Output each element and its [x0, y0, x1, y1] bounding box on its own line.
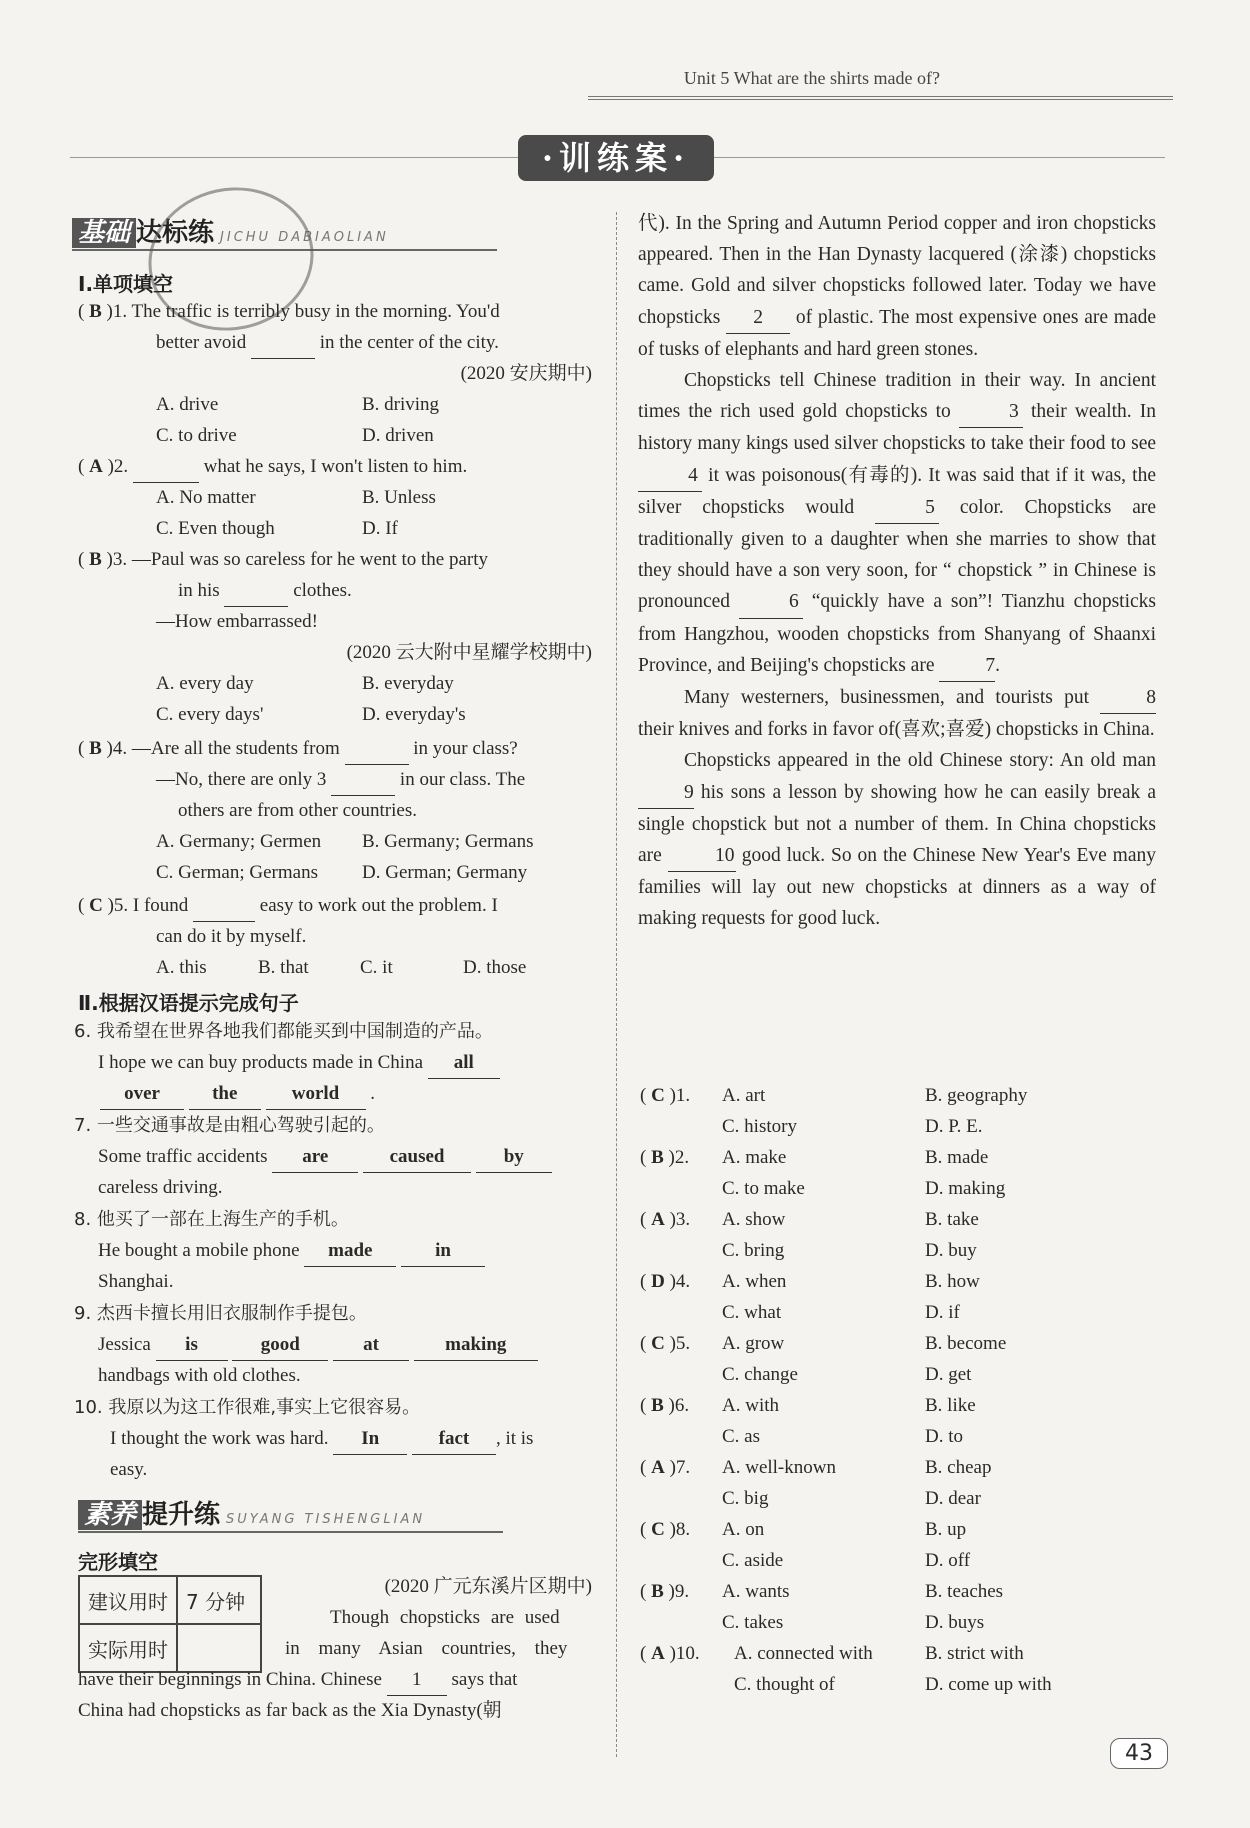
q2-blank — [133, 451, 199, 483]
opt6-answer: B — [651, 1395, 664, 1416]
opt1-a: A. art — [722, 1085, 766, 1106]
time-actual-label: 实际用时 — [79, 1624, 177, 1672]
q2-option-b: B. Unless — [362, 487, 436, 508]
opt8-num: )8. — [669, 1519, 691, 1540]
q4-blank-2 — [331, 764, 395, 796]
q6-english — [98, 1047, 500, 1079]
para2-text-c: it was poisonous(有毒的). It was said that if it was, the silver chopsticks would — [638, 464, 1157, 518]
cloze-passage — [638, 208, 1156, 935]
cloze-intro-1: Though chopsticks are used — [330, 1607, 560, 1628]
opt4-a: A. when — [722, 1271, 787, 1292]
q4-text-b: in your class? — [413, 738, 518, 759]
opt1-d: D. P. E. — [925, 1116, 983, 1137]
cloze-option-row: ( D )4. A. when B. how C. what D. if — [640, 1266, 1160, 1328]
opt9-num: )9. — [668, 1581, 690, 1602]
opt6-a: A. with — [722, 1395, 779, 1416]
q1-text: )1. The traffic is terribly busy in the morning. You'd — [106, 301, 500, 322]
cloze-option-row: ( B )2. A. make B. made C. to make D. making — [640, 1142, 1160, 1204]
q6-fill-1: all — [428, 1047, 500, 1079]
q4-line3: others are from other countries. — [178, 800, 417, 821]
cloze-source: (2020 广元东溪片区期中) — [384, 1576, 592, 1597]
cloze-option-row: ( C )1. A. art B. geography C. history D. P. E. — [640, 1080, 1160, 1142]
section-title: 达标练 — [136, 218, 215, 248]
para2-text-d: color. Chopsticks are traditionally given to a daughter when she marries to show that they should have a son very soon, for “ chopstick ” in Chinese is pronounced — [638, 496, 1156, 613]
q10-fill-2: fact — [412, 1423, 496, 1455]
opt8-b: B. up — [925, 1519, 967, 1540]
q7-tail: careless driving. — [98, 1177, 223, 1198]
q3-option-b: B. everyday — [362, 673, 454, 694]
section2-tag: 素养 — [78, 1500, 142, 1530]
q6-line2: over the world . — [100, 1078, 375, 1110]
opt1-c: C. history — [722, 1116, 797, 1137]
part2-heading: Ⅱ.根据汉语提示完成句子 — [78, 991, 299, 1015]
opt7-d: D. dear — [925, 1488, 981, 1509]
q1-blank — [251, 327, 315, 359]
q5-option-d: D. those — [463, 957, 527, 978]
opt8-a: A. on — [722, 1519, 765, 1540]
q3-line2 — [178, 575, 352, 607]
passage-paragraph-4 — [638, 745, 1156, 934]
para2-text-b: their wealth. In history many kings used silver chopsticks to take their food to see — [638, 401, 1157, 455]
opt3-num: )3. — [669, 1209, 691, 1230]
cloze-blank-7: 7 — [939, 650, 995, 682]
unit-header: Unit 5 What are the shirts made of? — [683, 68, 940, 88]
q5-blank — [193, 890, 255, 922]
q3-option-a: A. every day — [156, 673, 254, 694]
q7-english — [98, 1141, 552, 1173]
q4-text-c: —No, there are only 3 — [156, 769, 327, 790]
q6-fill-4: world — [266, 1078, 366, 1110]
q1-option-b: B. driving — [362, 394, 440, 415]
q4-option-a: A. Germany; Germen — [156, 831, 322, 852]
cloze-blank-9: 9 — [638, 777, 694, 809]
opt6-d: D. to — [925, 1426, 963, 1447]
opt7-b: B. cheap — [925, 1457, 992, 1478]
q4-option-c: C. German; Germans — [156, 862, 318, 883]
section-tag: 基础 — [72, 218, 136, 248]
q5-answer: C — [89, 895, 103, 916]
q4-option-d: D. German; Germany — [362, 862, 528, 883]
q3-text-a: in his — [178, 580, 220, 601]
q8-tail: Shanghai. — [98, 1271, 174, 1292]
opt10-b: B. strict with — [925, 1643, 1024, 1664]
section-pinyin: JICHU DABIAOLIAN — [220, 230, 389, 245]
q1-option-d: D. driven — [362, 425, 434, 446]
cloze-option-row: ( B )9. A. wants B. teaches C. takes D. buys — [640, 1576, 1160, 1638]
q7-fill-2: caused — [363, 1141, 471, 1173]
cloze-intro-3b: says that — [451, 1669, 518, 1690]
cloze-option-row: ( A )10. A. connected with B. strict with C. thought of D. come up with — [640, 1638, 1160, 1700]
q10-tail-2: easy. — [110, 1459, 148, 1480]
cloze-heading: 完形填空 — [78, 1550, 158, 1574]
q4-answer: B — [89, 738, 102, 759]
opt2-num: )2. — [668, 1147, 690, 1168]
para4-text-a: Chopsticks appeared in the old Chinese story: An old man — [684, 750, 1156, 772]
q3-line1: ( B )3. —Paul was so careless for he went to the party — [78, 549, 488, 570]
opt2-b: B. made — [925, 1147, 989, 1168]
section-title-advanced — [78, 1494, 503, 1533]
part1-heading: Ⅰ.单项填空 — [78, 272, 174, 296]
opt2-answer: B — [651, 1147, 664, 1168]
opt9-b: B. teaches — [925, 1581, 1004, 1602]
para1-text: 代). In the Spring and Autumn Period copper and iron chopsticks appeared. Then in the Han Dynasty lacquered (涂漆) chopsticks came. Gold and silver chopsticks followed later. Today we have chopsticks — [638, 213, 1156, 328]
opt5-num: )5. — [669, 1333, 691, 1354]
q1-text-a: better avoid — [156, 332, 247, 353]
opt10-c: C. thought of — [734, 1674, 835, 1695]
q5-option-a: A. this — [156, 957, 207, 978]
q4-text-a: )4. —Are all the students from — [106, 738, 340, 759]
q9-text: Jessica — [98, 1334, 151, 1355]
q9-fill-3: at — [333, 1329, 409, 1361]
opt8-answer: C — [651, 1519, 665, 1540]
opt3-b: B. take — [925, 1209, 979, 1230]
q8-fill-1: made — [304, 1235, 396, 1267]
q7-chinese: 7. 一些交通事故是由粗心驾驶引起的。 — [74, 1115, 385, 1136]
opt9-answer: B — [651, 1581, 664, 1602]
q7-text: Some traffic accidents — [98, 1146, 268, 1167]
q7-fill-3: by — [476, 1141, 552, 1173]
opt8-c: C. aside — [722, 1550, 784, 1571]
opt8-d: D. off — [925, 1550, 971, 1571]
cloze-option-row: ( A )3. A. show B. take C. bring D. buy — [640, 1204, 1160, 1266]
opt4-b: B. how — [925, 1271, 980, 1292]
q9-chinese: 9. 杰西卡擅长用旧衣服制作手提包。 — [74, 1303, 367, 1324]
q1-text-b: in the center of the city. — [319, 332, 499, 353]
opt5-d: D. get — [925, 1364, 972, 1385]
cloze-blank-10: 10 — [668, 840, 736, 872]
opt6-b: B. like — [925, 1395, 976, 1416]
para3-text-b: their knives and forks in favor of(喜欢;喜爱) chopsticks in China. — [638, 719, 1155, 741]
q4-blank-1 — [345, 733, 409, 765]
opt5-c: C. change — [722, 1364, 798, 1385]
cloze-option-row: ( C )8. A. on B. up C. aside D. off — [640, 1514, 1160, 1576]
cloze-intro-3 — [78, 1664, 517, 1696]
opt6-c: C. as — [722, 1426, 760, 1447]
cloze-option-row: ( B )6. A. with B. like C. as D. to — [640, 1390, 1160, 1452]
opt5-b: B. become — [925, 1333, 1007, 1354]
opt7-answer: A — [651, 1457, 665, 1478]
q3-option-c: C. every days' — [156, 704, 264, 725]
q6-fill-3: the — [189, 1078, 261, 1110]
q9-english — [98, 1329, 538, 1361]
cloze-blank-2: 2 — [726, 302, 790, 334]
para4-text-b: his sons a lesson by showing how he can easily break a single chopstick but not a number of them. In China chopsticks are — [638, 781, 1157, 867]
q1-source: (2020 安庆期中) — [460, 363, 592, 384]
q10-english — [110, 1423, 533, 1455]
q10-chinese: 10. 我原以为这工作很难,事实上它很容易。 — [74, 1397, 421, 1418]
q2-option-c: C. Even though — [156, 518, 275, 539]
q3-text: )3. —Paul was so careless for he went to the party — [106, 549, 488, 570]
cloze-intro-4: China had chopsticks as far back as the Xia Dynasty(朝 — [78, 1700, 502, 1721]
q8-text: He bought a mobile phone — [98, 1240, 300, 1261]
q9-fill-2: good — [232, 1329, 328, 1361]
q6-fill-2: over — [100, 1078, 184, 1110]
header-rule — [588, 96, 1173, 100]
opt4-num: )4. — [669, 1271, 691, 1292]
q10-fill-1: In — [333, 1423, 407, 1455]
opt10-num: )10. — [669, 1643, 700, 1664]
q3-text-b: clothes. — [293, 580, 352, 601]
cloze-blank-8: 8 — [1100, 682, 1156, 714]
opt10-a: A. connected with — [734, 1643, 873, 1664]
opt9-d: D. buys — [925, 1612, 985, 1633]
column-divider — [616, 212, 617, 1757]
q5-option-c: C. it — [360, 957, 393, 978]
passage-paragraph-2: Chopsticks tell Chinese tradition in their way. In ancient times the rich used gold chopsticks to 3 their wealth. In history many kings used silver chopsticks to take their food to see 4 it was poisonous(有毒的). It was said that if it was, the silver chopsticks would 5 color. Chopsticks are traditionally given to a daughter when she marries to show that they should have a son very soon, for “ chopstick ” in Chinese is pronounced 6 “quickly have a son”! Tianzhu chopsticks from Hangzhou, wooden chopsticks from Shanyang of Shaanxi Province, and Beijing's chopsticks are 7. — [638, 365, 1156, 682]
q4-text-d: in our class. The — [399, 769, 526, 790]
q3-option-d: D. everyday's — [362, 704, 466, 725]
time-suggested-label: 建议用时 — [79, 1576, 177, 1624]
q8-chinese: 8. 他买了一部在上海生产的手机。 — [74, 1209, 349, 1230]
cloze-intro-3a: have their beginnings in China. Chinese — [78, 1669, 382, 1690]
cloze-options — [640, 1080, 1160, 1700]
q2-option-a: A. No matter — [156, 487, 256, 508]
q2-line1: ( A )2. what he says, I won't listen to him. — [78, 451, 467, 483]
q4-line1: ( B )4. —Are all the students from in your class? — [78, 733, 518, 765]
q4-option-b: B. Germany; Germans — [362, 831, 534, 852]
q6-text: I hope we can buy products made in China — [98, 1052, 424, 1073]
cloze-blank-1: 1 — [387, 1664, 447, 1696]
section2-pinyin: SUYANG TISHENGLIAN — [226, 1512, 426, 1527]
opt7-a: A. well-known — [722, 1457, 836, 1478]
q9-fill-4: making — [414, 1329, 538, 1361]
para2-text-a: Chopsticks tell Chinese tradition in their way. In ancient times the rich used gold chopsticks to — [638, 370, 1156, 423]
para2-text-e: “quickly have a son”! Tianzhu chopsticks from Hangzhou, wooden chopsticks from Shanyang of Shaanxi Province, and Beijing's chopsticks are — [638, 591, 1156, 676]
opt5-a: A. grow — [722, 1333, 785, 1354]
cloze-intro-2: in many Asian countries, they — [285, 1638, 568, 1659]
cloze-blank-3: 3 — [959, 396, 1023, 428]
q7-fill-1: are — [272, 1141, 358, 1173]
opt1-answer: C — [651, 1085, 665, 1106]
cloze-option-row: ( A )7. A. well-known B. cheap C. big D. dear — [640, 1452, 1160, 1514]
time-table — [78, 1575, 262, 1673]
q2-option-d: D. If — [362, 518, 398, 539]
para4-text-c: good luck. So on the Chinese New Year's Eve many families will lay out new chopsticks at dinners as a way of making requests for good luck. — [638, 845, 1157, 930]
q1-option-a: A. drive — [156, 394, 219, 415]
passage-paragraph-3 — [638, 682, 1156, 745]
opt3-answer: A — [651, 1209, 665, 1230]
q2-answer: A — [89, 456, 103, 477]
q5-line1: ( C )5. I found easy to work out the problem. I — [78, 890, 498, 922]
q4-line2 — [156, 764, 525, 796]
q1-option-c: C. to drive — [156, 425, 237, 446]
opt7-num: )7. — [669, 1457, 691, 1478]
opt3-d: D. buy — [925, 1240, 977, 1261]
opt10-answer: A — [651, 1643, 665, 1664]
time-suggested-value: 7 分钟 — [177, 1576, 261, 1624]
opt4-d: D. if — [925, 1302, 960, 1323]
q1-answer: B — [89, 301, 102, 322]
cloze-blank-4: 4 — [638, 460, 702, 492]
opt5-answer: C — [651, 1333, 665, 1354]
opt4-answer: D — [651, 1271, 665, 1292]
opt3-a: A. show — [722, 1209, 786, 1230]
opt2-c: C. to make — [722, 1178, 805, 1199]
q1-line2 — [156, 327, 499, 359]
q3-line3: —How embarrassed! — [156, 611, 318, 632]
q5-text-a: )5. I found — [107, 895, 189, 916]
cloze-blank-6: 6 — [739, 586, 803, 618]
opt6-num: )6. — [668, 1395, 690, 1416]
opt2-d: D. making — [925, 1178, 1006, 1199]
q10-text: I thought the work was hard. — [110, 1428, 329, 1449]
opt3-c: C. bring — [722, 1240, 785, 1261]
q5-option-b: B. that — [258, 957, 309, 978]
section-banner: ·训练案· — [518, 135, 714, 181]
q1-line1: ( B )1. The traffic is terribly busy in the morning. You'd — [78, 301, 500, 322]
section2-title: 提升练 — [142, 1500, 221, 1530]
opt1-b: B. geography — [925, 1085, 1028, 1106]
q3-answer: B — [89, 549, 102, 570]
cloze-blank-5: 5 — [875, 492, 939, 524]
opt7-c: C. big — [722, 1488, 769, 1509]
q2-text: what he says, I won't listen to him. — [203, 456, 468, 477]
q9-tail: handbags with old clothes. — [98, 1365, 301, 1386]
q6-chinese: 6. 我希望在世界各地我们都能买到中国制造的产品。 — [74, 1021, 493, 1042]
opt4-c: C. what — [722, 1302, 782, 1323]
opt9-c: C. takes — [722, 1612, 784, 1633]
q5-text-b: easy to work out the problem. I — [259, 895, 498, 916]
q5-line2: can do it by myself. — [156, 926, 307, 947]
q3-blank — [224, 575, 288, 607]
passage-paragraph-1 — [638, 208, 1156, 365]
q10-tail-1: , it is — [495, 1428, 534, 1449]
opt10-d: D. come up with — [925, 1674, 1052, 1695]
page-number: 43 — [1110, 1738, 1168, 1769]
q3-source: (2020 云大附中星耀学校期中) — [346, 642, 592, 663]
opt1-num: )1. — [669, 1085, 691, 1106]
opt2-a: A. make — [722, 1147, 787, 1168]
para1-text-b: of plastic. The most expensive ones are made of tusks of elephants and hard green stones. — [638, 306, 1157, 360]
q8-fill-2: in — [401, 1235, 485, 1267]
cloze-option-row: ( C )5. A. grow B. become C. change D. get — [640, 1328, 1160, 1390]
opt9-a: A. wants — [722, 1581, 790, 1602]
q9-fill-1: is — [156, 1329, 228, 1361]
para3-text-a: Many westerners, businessmen, and tourists put — [684, 687, 1089, 709]
q8-english — [98, 1235, 485, 1267]
